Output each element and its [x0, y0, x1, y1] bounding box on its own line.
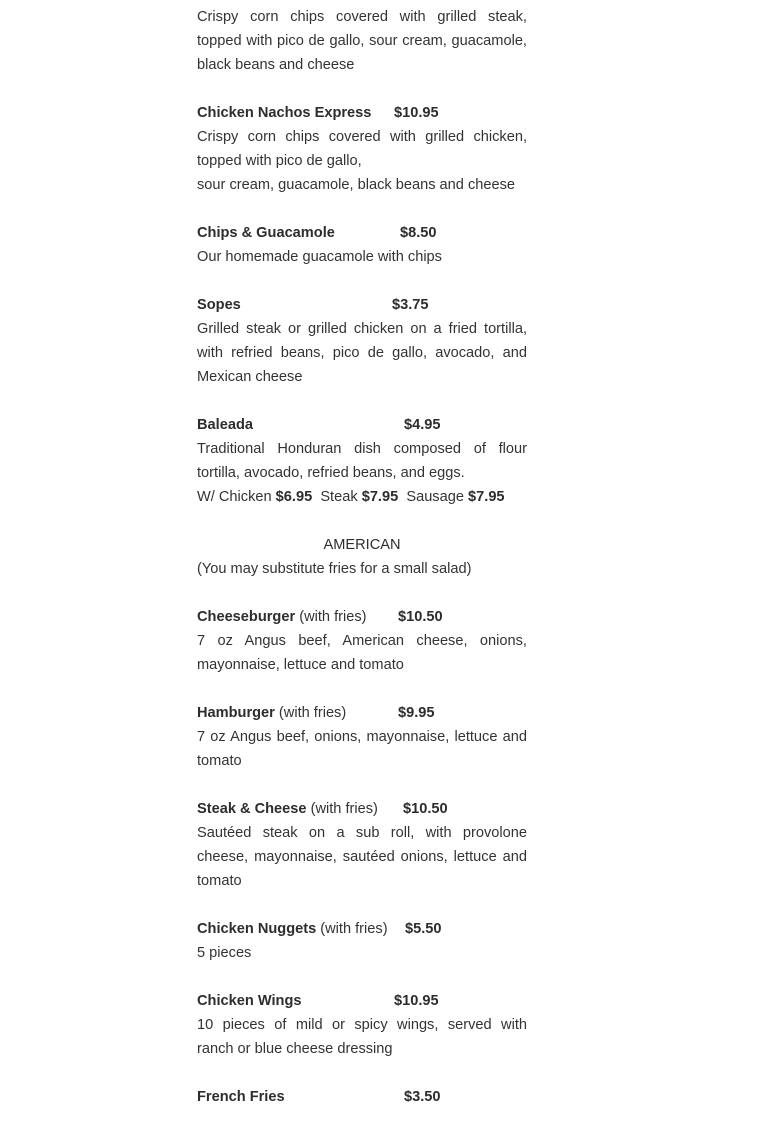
item-description-line: tomato — [197, 753, 242, 769]
item-description-line: 5 pieces — [197, 945, 252, 961]
item-price: $10.95 — [394, 105, 439, 121]
item-description-line: black beans and cheese — [197, 57, 355, 73]
item-price: $4.95 — [404, 417, 441, 433]
item-price: $3.75 — [392, 297, 429, 313]
item-description-line: topped with pico de gallo, — [197, 153, 362, 169]
menu-item-header — [197, 221, 527, 245]
option-label: Sausage — [406, 489, 464, 505]
item-description-line: with refried beans, pico de gallo, avocado, and — [197, 345, 527, 361]
item-note: (with fries) — [299, 609, 367, 625]
item-name: Steak & Cheese — [197, 801, 307, 817]
item-name: Baleada — [197, 417, 253, 433]
item-price: $3.50 — [404, 1089, 441, 1105]
menu-item-header — [197, 605, 527, 629]
menu-item-header — [197, 413, 527, 437]
item-description-line: topped with pico de gallo, sour cream, guacamole, — [197, 33, 527, 49]
item-price: $10.95 — [394, 993, 439, 1009]
item-description-line: Our homemade guacamole with chips — [197, 249, 442, 265]
item-description-line: Grilled steak or grilled chicken on a fried tortilla, — [197, 321, 527, 337]
item-description-line: 7 oz Angus beef, onions, mayonnaise, lettuce and — [197, 729, 527, 745]
item-name: Hamburger — [197, 705, 275, 721]
item-description-line: mayonnaise, lettuce and tomato — [197, 657, 404, 673]
item-name: Sopes — [197, 297, 241, 313]
item-description-line: Crispy corn chips covered with grilled steak, — [197, 9, 527, 25]
item-description-line: tortilla, avocado, refried beans, and eggs. — [197, 465, 465, 481]
option-label: Steak — [320, 489, 358, 505]
item-name: Chicken Nuggets — [197, 921, 317, 937]
option-price: $7.95 — [361, 489, 399, 505]
item-note: (with fries) — [310, 801, 378, 817]
item-description-line: Traditional Honduran dish composed of flour — [197, 441, 527, 457]
menu-item-header — [197, 989, 527, 1013]
option-price: $6.95 — [275, 489, 313, 505]
item-description-line: cheese, mayonnaise, sautéed onions, lettuce and — [197, 849, 527, 865]
item-note: (with fries) — [278, 705, 347, 721]
item-price: $10.50 — [403, 801, 448, 817]
section-note: (You may substitute fries for a small salad) — [197, 561, 472, 577]
menu-item-header — [197, 797, 527, 821]
option-price: $7.95 — [468, 489, 505, 505]
item-name: Chicken Wings — [197, 993, 302, 1009]
item-description-line: sour cream, guacamole, black beans and cheese — [197, 177, 516, 193]
item-name: Chicken Nachos Express — [197, 105, 372, 121]
menu-item-header — [197, 917, 527, 941]
item-name: French Fries — [197, 1089, 285, 1105]
menu-item-header — [197, 1085, 527, 1109]
item-note: (with fries) — [320, 921, 388, 937]
item-name: Cheeseburger — [197, 609, 296, 625]
item-name: Chips & Guacamole — [197, 225, 335, 241]
item-price: $5.50 — [405, 921, 442, 937]
item-description-line: Sautéed steak on a sub roll, with provolone — [197, 825, 527, 841]
section-heading: AMERICAN — [323, 537, 401, 553]
menu-item-header — [197, 101, 527, 125]
item-price: $9.95 — [398, 705, 435, 721]
item-price: $10.50 — [398, 609, 443, 625]
option-label: W/ Chicken — [197, 489, 272, 505]
item-name — [197, 0, 354, 1]
item-description-line: tomato — [197, 873, 242, 889]
menu-item-header — [197, 701, 527, 725]
item-description-line: Mexican cheese — [197, 369, 303, 385]
item-description-line: 10 pieces of mild or spicy wings, served with — [197, 1017, 527, 1033]
menu-column — [197, 0, 527, 1109]
item-description-line: 7 oz Angus beef, American cheese, onions, — [197, 633, 527, 649]
menu-item-header — [197, 293, 527, 317]
item-description-line: ranch or blue cheese dressing — [197, 1041, 393, 1057]
item-description-line: Crispy corn chips covered with grilled chicken, — [197, 129, 527, 145]
item-options-line — [197, 485, 527, 509]
item-price: $8.50 — [400, 225, 437, 241]
